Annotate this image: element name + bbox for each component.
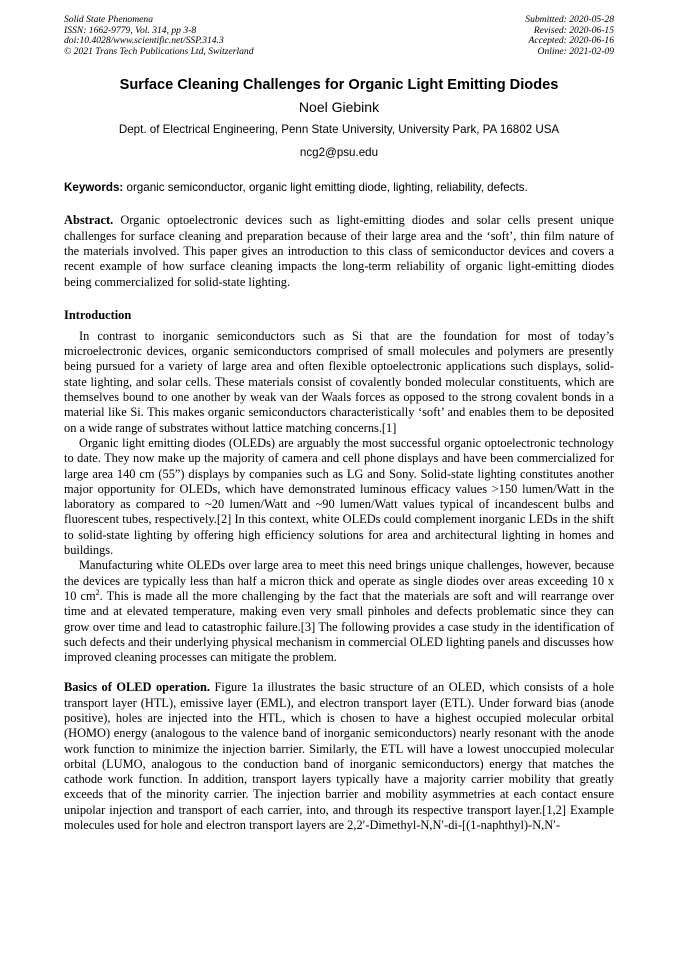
paper-title: Surface Cleaning Challenges for Organic Light Emitting Diodes — [119, 77, 559, 94]
basics-paragraph — [64, 680, 614, 833]
issn: ISSN: 1662-9779, Vol. 314, pp 3-8 — [64, 24, 197, 36]
abstract — [64, 213, 614, 289]
journal-header — [64, 15, 614, 57]
publication-dates — [525, 15, 614, 57]
abstract-label: Abstract. — [64, 213, 114, 228]
intro-paragraph-2: Organic light emitting diodes (OLEDs) are arguably the most successful organic optoelectronic technology to date. They now make up the majority of camera and cell phone displays and have been commercialized for large area 140 cm (55”) displays by companies such as LG and Sony. Solid-state lighting constitutes another major opportunity for OLEDs, which have demonstrated luminous efficacy values >150 lumen/Watt in the laboratory as compared to ~20 lumen/Watt and ~90 lumen/Watt values typical of incandescent bulbs and fluorescent tubes, respectively.[2] In this context, white OLEDs could complement inorganic LEDs in the shift to solid-state lighting by offering high efficiency solutions for area and architectural lighting in homes and buildings. — [64, 435, 614, 558]
author-name: Noel Giebink — [298, 99, 380, 116]
intro-p3-part-b: . This is made all the more challenging by the fact that the materials are soft and will rearrange over time and at elevated temperature, making even very small pinholes and defects problematic since they can grow over time and lead to catastrophic failure.[3] The following provides a case study in the identification of such defects and their underlying physical mechanism in commercial OLED lighting panels and discusses how improved cleaning processes can mitigate the problem. — [64, 588, 614, 665]
abstract-text: Organic optoelectronic devices such as light-emitting diodes and solar cells present unique challenges for surface cleaning and preparation because of their large area and the ‘soft’, thin film nature of the materials involved. This paper gives an introduction to this class of semiconductor devices and covers a recent example of how surface cleaning impacts the long-term reliability of organic light-emitting diodes being commercialized for solid-state lighting. — [64, 213, 614, 289]
doi[interactable]: doi:10.4028/www.scientific.net/SSP.314.3 — [64, 35, 224, 47]
keywords — [64, 181, 614, 194]
submitted-date: Submitted: 2020-05-28 — [525, 14, 614, 25]
section-heading-introduction: Introduction — [64, 307, 132, 322]
basics-label: Basics of OLED operation. — [64, 680, 211, 695]
online-date: Online: 2021-02-09 — [537, 45, 614, 57]
intro-paragraph-1: In contrast to inorganic semiconductors such as Si that are the foundation for most of today’s microelectronic devices, organic semiconductors comprised of small molecules and polymers are presently being pursued for a variety of large area and often flexible optoelectronic applications such displays, solid-state lighting, and solar cells. These materials consist of covalently bonded molecular constituents, which are themselves bound to one another by weak van der Waals forces as opposed to the strong covalent bonds in a material like Si. This makes organic semiconductors characteristically ‘soft’ and enables them to be deposited on a wide range of substrates without lattice matching concerns.[1] — [64, 328, 614, 435]
affiliation: Dept. of Electrical Engineering, Penn State University, University Park, PA 16802 USA — [118, 123, 560, 137]
journal-name: Solid State Phenomena — [64, 14, 153, 25]
author-email[interactable]: ncg2@psu.edu — [299, 146, 379, 160]
keywords-label: Keywords: — [64, 181, 124, 195]
journal-info — [64, 15, 254, 57]
intro-paragraph-3 — [64, 558, 614, 665]
copyright: © 2021 Trans Tech Publications Ltd, Switzerland — [64, 45, 254, 57]
revised-date: Revised: 2020-06-15 — [533, 24, 614, 36]
keywords-text: organic semiconductor, organic light emitting diode, lighting, reliability, defects. — [123, 181, 528, 195]
intro-p3-part-a: Manufacturing white OLEDs over large area to meet this need brings unique challenges, however, because the devices are typically less than half a micron thick and operate as single diodes over areas exceeding 10 x 10 cm — [64, 558, 614, 603]
superscript-2: 2 — [95, 587, 100, 597]
basics-text: Figure 1a illustrates the basic structure of an OLED, which consists of a hole transport layer (HTL), emissive layer (EML), and electron transport layer (ETL). Under forward bias (anode positive), holes are injected into the HTL, which is chosen to have a highest occupied molecular orbital (HOMO) energy (analogous to the valence band of inorganic semiconductors) nearly resonant with the anode work function to minimize the injection barrier. Similarly, the ETL will have a lowest unoccupied molecular orbital (LUMO, analogous to the conduction band of inorganic semiconductors) energy that matches the cathode work function. In addition, transport layers typically have a majority carrier mobility that greatly exceeds that of the minority carrier. The injection barrier and mobility asymmetries at each contact ensure unipolar injection and transport of each carrier, into, and through its respective transport layer.[1,2] Example molecules used for hole and electron transport layers are 2,2′-Dimethyl-N,N′-di-[(1-naphthyl)-N,N′- — [64, 680, 614, 833]
accepted-date: Accepted: 2020-06-16 — [528, 35, 614, 47]
